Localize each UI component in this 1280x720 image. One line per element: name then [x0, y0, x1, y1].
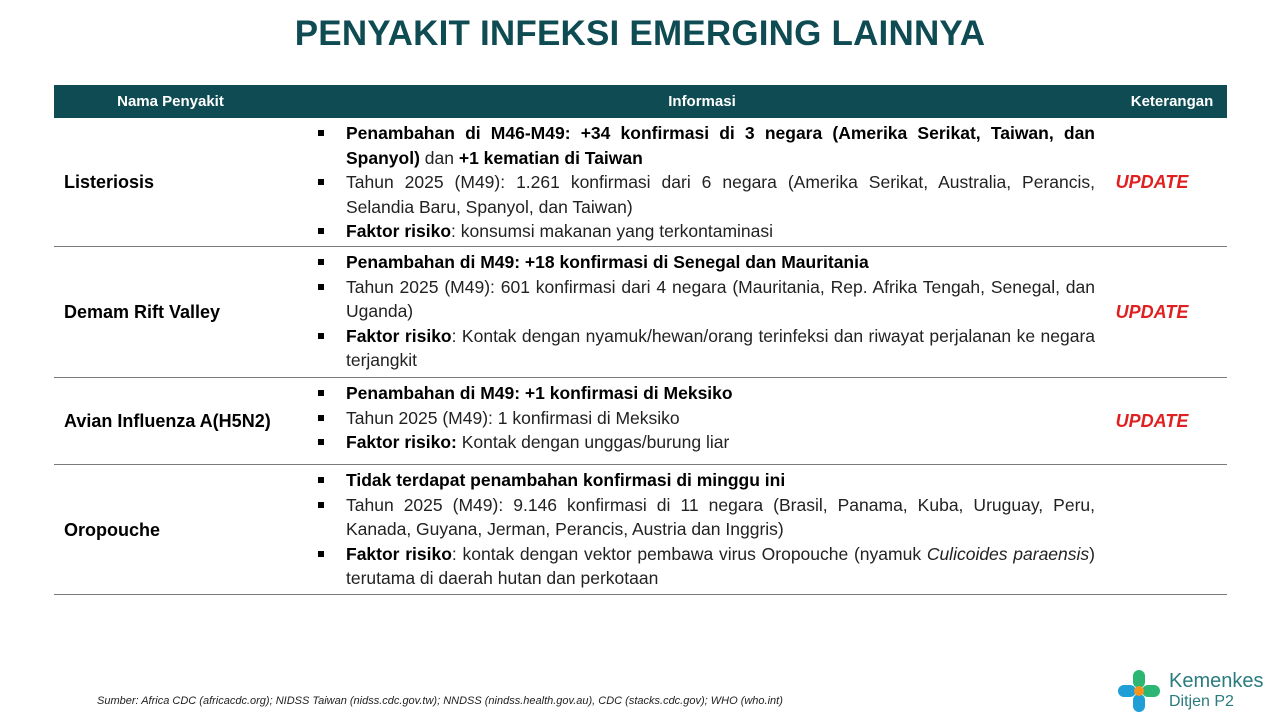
status-badge: [1097, 465, 1207, 594]
list-item: Tahun 2025 (M49): 1.261 konfirmasi dari 6 negara (Amerika Serikat, Australia, Perancis, Selandia Baru, Spanyol, dan Taiwan): [313, 170, 1095, 219]
table-row: [54, 465, 1227, 595]
list-item: Penambahan di M46-M49: +34 konfirmasi di 3 negara (Amerika Serikat, Taiwan, dan Spanyol) dan +1 kematian di Taiwan: [313, 121, 1095, 170]
header-info: Informasi: [668, 93, 736, 110]
kemenkes-logo: [1116, 666, 1276, 716]
list-item: Tahun 2025 (M49): 1 konfirmasi di Meksiko: [313, 406, 1095, 431]
status-badge: UPDATE: [1115, 301, 1189, 322]
list-item: Tahun 2025 (M49): 9.146 konfirmasi di 11 negara (Brasil, Panama, Kuba, Uruguay, Peru, Kanada, Guyana, Jerman, Perancis, Austria dan Inggris): [313, 493, 1095, 542]
info-cell: [67, 247, 1097, 377]
logo-line2: Ditjen P2: [1169, 693, 1234, 710]
disease-name: Oropouche: [64, 519, 161, 540]
table-row: [54, 118, 1227, 247]
table-row: [54, 247, 1227, 378]
table-header: [54, 85, 1227, 118]
table-row: [54, 378, 1227, 465]
source-footnote: Sumber: Africa CDC (africacdc.org); NIDSS Taiwan (nidss.cdc.gov.tw); NNDSS (nindss.health.gov.au), CDC (stacks.cdc.gov); WHO (who.int): [97, 695, 783, 707]
list-item: Penambahan di M49: +18 konfirmasi di Senegal dan Mauritania: [313, 250, 1095, 275]
disease-name: Avian Influenza A(H5N2): [64, 411, 271, 431]
list-item: Penambahan di M49: +1 konfirmasi di Meksiko: [313, 381, 1095, 406]
list-item: Faktor risiko: Kontak dengan nyamuk/hewan/orang terinfeksi dan riwayat perjalanan ke negara terjangkit: [313, 324, 1095, 373]
info-cell: [67, 465, 1097, 594]
list-item: Faktor risiko: konsumsi makanan yang terkontaminasi: [313, 219, 1095, 244]
header-name: Nama Penyakit: [117, 93, 224, 110]
list-item: Faktor risiko: kontak dengan vektor pembawa virus Oropouche (nyamuk Culicoides paraensis) terutama di daerah hutan dan perkotaan: [313, 542, 1095, 591]
header-status: Keterangan: [1130, 93, 1214, 110]
disease-table: [54, 85, 1227, 595]
list-item: Faktor risiko: Kontak dengan unggas/burung liar: [313, 430, 1095, 455]
kemenkes-logo-icon: [1116, 668, 1162, 714]
disease-name: Listeriosis: [64, 172, 155, 192]
status-badge: UPDATE: [1115, 410, 1189, 431]
page-title: PENYAKIT INFEKSI EMERGING LAINNYA: [294, 14, 986, 53]
list-item: Tidak terdapat penambahan konfirmasi di minggu ini: [313, 468, 1095, 493]
list-item: Tahun 2025 (M49): 601 konfirmasi dari 4 negara (Mauritania, Rep. Afrika Tengah, Senegal, dan Uganda): [313, 275, 1095, 324]
disease-name: Demam Rift Valley: [64, 302, 221, 322]
info-cell: [67, 118, 1097, 246]
info-cell: [67, 378, 1097, 464]
status-badge: UPDATE: [1115, 171, 1189, 192]
logo-line1: Kemenkes: [1169, 670, 1264, 692]
